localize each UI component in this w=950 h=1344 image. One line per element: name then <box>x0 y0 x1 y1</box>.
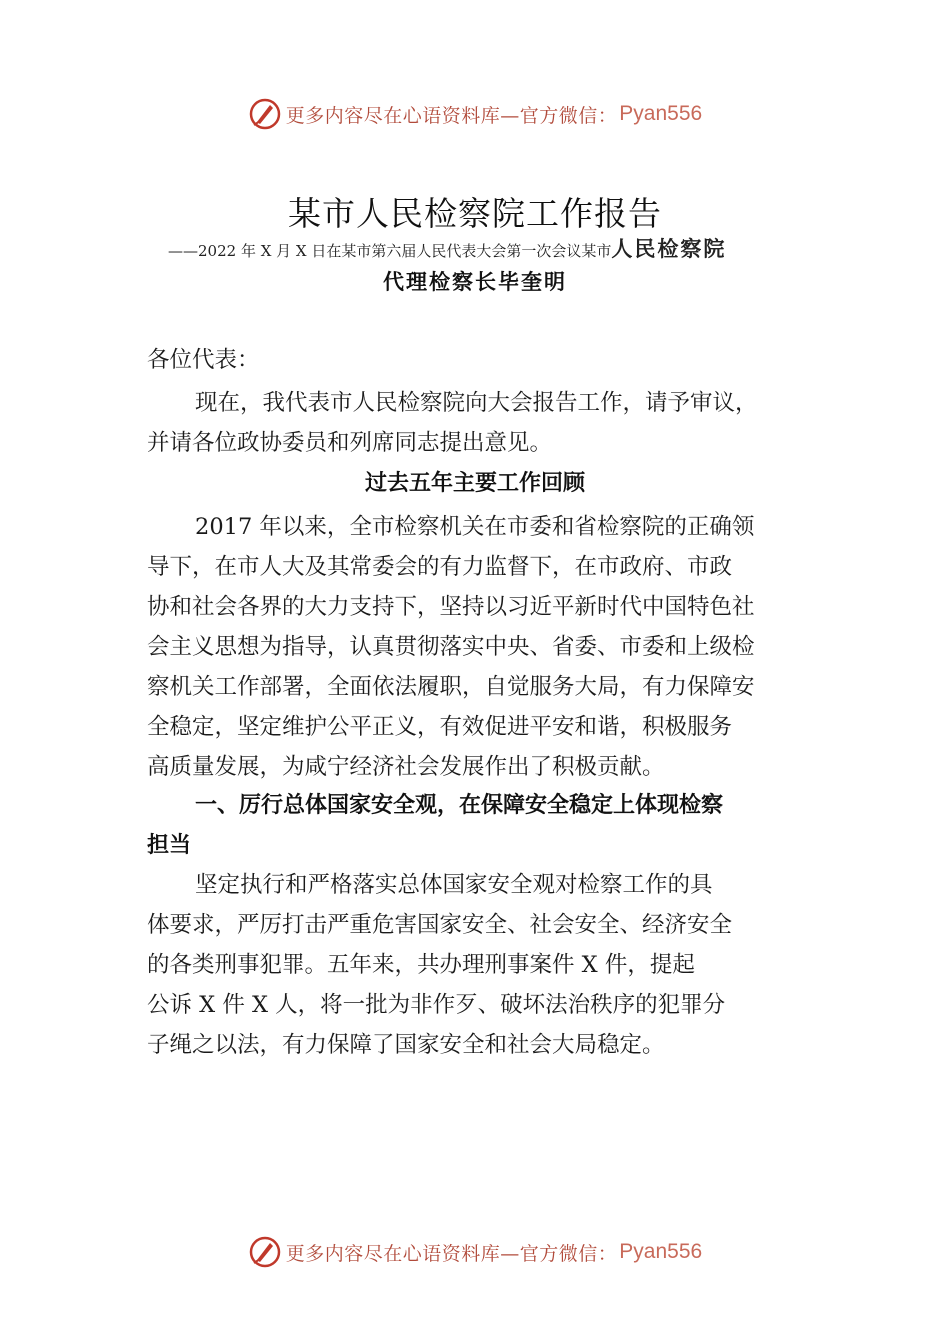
intro-line: 并请各位政协委员和列席同志提出意见。 <box>147 430 553 456</box>
quill-logo-icon <box>248 97 282 131</box>
watermark-text: 更多内容尽在心语资料库—官方微信： <box>285 104 618 127</box>
paragraph-line: 会主义思想为指导，认真贯彻落实中央、省委、市委和上级检 <box>147 634 755 660</box>
subtitle-prefix: ——2022 年 X 月 X 日在某市第六届人民代表大会第一次会议某市 <box>168 242 612 260</box>
salutation: 各位代表： <box>147 347 260 373</box>
watermark-handle: Pyan556 <box>619 102 703 125</box>
paragraph-line: 的各类刑事犯罪。五年来，共办理刑事案件 X 件，提起 <box>147 952 695 978</box>
document-subtitle <box>168 233 808 263</box>
heading-1-continued: 担当 <box>147 833 192 858</box>
paragraph-line: 公诉 X 件 X 人，将一批为非作歹、破坏法治秩序的犯罪分 <box>147 992 726 1018</box>
paragraph-line: 察机关工作部署，全面依法履职，自觉服务大局，有力保障安 <box>147 674 755 700</box>
watermark-text: 更多内容尽在心语资料库—官方微信： <box>285 1242 618 1265</box>
paragraph-line: 导下，在市人大及其常委会的有力监督下，在市政府、市政 <box>147 554 733 580</box>
paragraph-line: 协和社会各界的大力支持下，坚持以习近平新时代中国特色社 <box>147 594 755 620</box>
paragraph-line: 高质量发展，为咸宁经济社会发展作出了积极贡献。 <box>147 754 665 780</box>
intro-line: 现在，我代表市人民检察院向大会报告工作，请予审议， <box>195 390 758 416</box>
heading-1: 一、厉行总体国家安全观，在保障安全稳定上体现检察 <box>195 793 724 818</box>
document-subtitle-line2: 代理检察长毕奎明 <box>383 269 567 294</box>
footer-watermark <box>0 1230 950 1274</box>
paragraph-line: 子绳之以法，有力保障了国家安全和社会大局稳定。 <box>147 1032 665 1058</box>
paragraph-line: 体要求，严厉打击严重危害国家安全、社会安全、经济安全 <box>147 912 733 938</box>
header-watermark <box>0 92 950 136</box>
watermark-handle: Pyan556 <box>619 1240 703 1263</box>
quill-logo-icon <box>248 1235 282 1269</box>
section-title: 过去五年主要工作回顾 <box>364 471 585 496</box>
subtitle-bold: 人民检察院 <box>611 236 727 261</box>
document-title: 某市人民检察院工作报告 <box>288 194 662 233</box>
paragraph-line: 坚定执行和严格落实总体国家安全观对检察工作的具 <box>195 872 713 898</box>
paragraph-line: 2017 年以来，全市检察机关在市委和省检察院的正确领 <box>195 514 755 540</box>
paragraph-line: 全稳定，坚定维护公平正义，有效促进平安和谐，积极服务 <box>147 714 733 740</box>
